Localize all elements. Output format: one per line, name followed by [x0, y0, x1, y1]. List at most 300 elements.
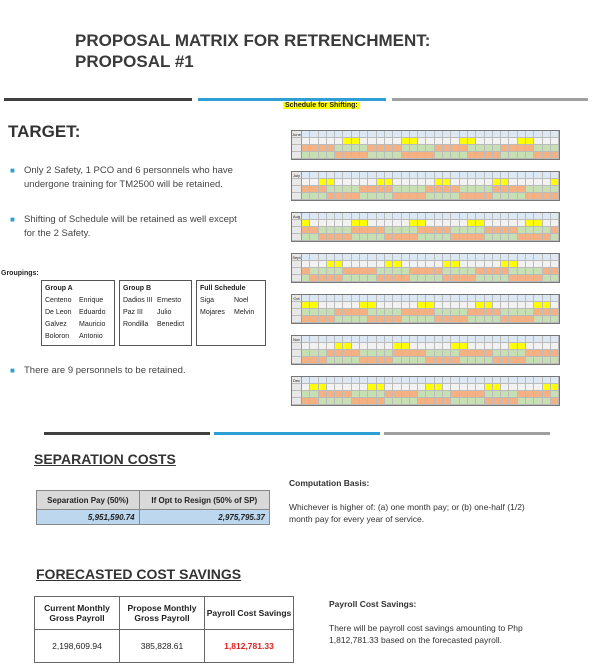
schedule-cell [310, 152, 318, 159]
schedule-cell [393, 343, 401, 350]
schedule-cell [385, 193, 393, 200]
schedule-cell [534, 254, 542, 261]
schedule-cell [410, 357, 418, 364]
schedule-cell [393, 145, 401, 152]
schedule-cell [310, 131, 318, 138]
schedule-cell [368, 398, 376, 405]
schedule-cell [418, 268, 426, 275]
schedule-cell [310, 316, 318, 323]
schedule-cell [327, 357, 335, 364]
schedule-cell [385, 261, 393, 268]
schedule-cell [343, 254, 351, 261]
schedule-cell [343, 193, 351, 200]
schedule-cell [319, 131, 327, 138]
schedule-cell [302, 179, 310, 186]
schedule-cell [468, 179, 476, 186]
schedule-cell [451, 391, 459, 398]
schedule-cell [393, 186, 401, 193]
schedule-cell [460, 186, 468, 193]
schedule-cell [418, 227, 426, 234]
schedule-cell [410, 152, 418, 159]
schedule-cell [368, 234, 376, 241]
schedule-cell [509, 336, 517, 343]
schedule-cell [310, 213, 318, 220]
schedule-cell [410, 172, 418, 179]
schedule-cell [343, 357, 351, 364]
schedule-cell [526, 377, 534, 384]
row-label [292, 384, 302, 391]
schedule-cell [435, 391, 443, 398]
schedule-cell [343, 384, 351, 391]
member-surname: Boloron [45, 333, 70, 340]
schedule-cell [451, 295, 459, 302]
schedule-cell [319, 391, 327, 398]
schedule-cell [368, 213, 376, 220]
schedule-cell [335, 234, 343, 241]
schedule-cell [393, 179, 401, 186]
schedule-cell [418, 172, 426, 179]
schedule-cell [435, 350, 443, 357]
schedule-cell [352, 357, 360, 364]
schedule-cell [518, 316, 526, 323]
schedule-cell [319, 309, 327, 316]
schedule-cell [443, 145, 451, 152]
schedule-cell [526, 268, 534, 275]
schedule-cell [534, 145, 542, 152]
schedule-cell [360, 254, 368, 261]
schedule-cell [360, 336, 368, 343]
schedule-cell [319, 316, 327, 323]
schedule-cell [518, 261, 526, 268]
schedule-cell [476, 145, 484, 152]
schedule-cell [493, 268, 501, 275]
schedule-cell [460, 391, 468, 398]
schedule-cell [393, 384, 401, 391]
schedule-cell [418, 179, 426, 186]
schedule-cell [352, 145, 360, 152]
schedule-cell [543, 193, 551, 200]
schedule-title: Schedule for Shifting: [285, 102, 358, 109]
schedule-cell [360, 138, 368, 145]
schedule-cell [476, 186, 484, 193]
schedule-cell [476, 172, 484, 179]
schedule-cell [343, 391, 351, 398]
schedule-cell [385, 254, 393, 261]
schedule-cell [310, 302, 318, 309]
schedule-cell [327, 227, 335, 234]
schedule-cell [402, 316, 410, 323]
month-label: Dec [292, 378, 301, 383]
schedule-cell [368, 145, 376, 152]
schedule-cell [509, 179, 517, 186]
schedule-cell [543, 131, 551, 138]
forecast-val-1: 2,198,609.94 [35, 630, 120, 663]
schedule-cell [393, 234, 401, 241]
schedule-cell [501, 179, 509, 186]
schedule-cell [543, 309, 551, 316]
schedule-cell [435, 186, 443, 193]
schedule-cell [410, 179, 418, 186]
schedule-cell [377, 391, 385, 398]
schedule-cell [418, 295, 426, 302]
schedule-cell [509, 384, 517, 391]
schedule-cell [493, 384, 501, 391]
member-firstname: Noel [234, 297, 249, 304]
schedule-cell [501, 193, 509, 200]
schedule-cell [319, 234, 327, 241]
schedule-cell [360, 398, 368, 405]
schedule-cell [360, 227, 368, 234]
schedule-cell [410, 213, 418, 220]
schedule-cell [402, 384, 410, 391]
schedule-cell [393, 295, 401, 302]
schedule-cell [393, 131, 401, 138]
schedule-cell [485, 391, 493, 398]
schedule-cell [534, 350, 542, 357]
schedule-cell [410, 261, 418, 268]
bullet-text: Only 2 Safety, 1 PCO and 6 personnels who have undergone training for TM2500 will be retained. [24, 165, 233, 190]
schedule-cell [443, 295, 451, 302]
schedule-cell [443, 193, 451, 200]
schedule-cell [377, 220, 385, 227]
schedule-cell [352, 131, 360, 138]
schedule-cell [335, 254, 343, 261]
schedule-cell [343, 398, 351, 405]
schedule-cell [418, 384, 426, 391]
schedule-cell [493, 377, 501, 384]
schedule-cell [352, 179, 360, 186]
schedule-cell [360, 316, 368, 323]
schedule-cell [368, 268, 376, 275]
member-firstname: Melvin [234, 309, 255, 316]
schedule-cell [443, 384, 451, 391]
schedule-cell [319, 220, 327, 227]
schedule-cell [468, 350, 476, 357]
schedule-cell [485, 145, 493, 152]
schedule-cell [377, 336, 385, 343]
schedule-cell [368, 302, 376, 309]
schedule-cell [518, 350, 526, 357]
schedule-cell [368, 343, 376, 350]
schedule-cell [518, 186, 526, 193]
schedule-cell [526, 384, 534, 391]
schedule-cell [501, 261, 509, 268]
schedule-cell [518, 377, 526, 384]
schedule-cell [368, 193, 376, 200]
schedule-cell [451, 268, 459, 275]
schedule-cell [377, 172, 385, 179]
schedule-cell [377, 377, 385, 384]
schedule-cell [493, 302, 501, 309]
schedule-cell [343, 261, 351, 268]
schedule-cell [302, 275, 310, 282]
schedule-cell [526, 172, 534, 179]
schedule-cell [319, 186, 327, 193]
schedule-cell [302, 227, 310, 234]
schedule-cell [451, 213, 459, 220]
schedule-cell [410, 254, 418, 261]
schedule-cell [393, 309, 401, 316]
bullet-icon: ■ [10, 166, 15, 175]
schedule-cell [335, 316, 343, 323]
schedule-cell [426, 309, 434, 316]
schedule-cell [377, 138, 385, 145]
schedule-cell [319, 145, 327, 152]
schedule-cell [319, 343, 327, 350]
schedule-cell [551, 357, 559, 364]
title-line-1: PROPOSAL MATRIX FOR RETRENCHMENT: [75, 31, 431, 50]
schedule-cell [426, 131, 434, 138]
schedule-cell [335, 391, 343, 398]
schedule-cell [343, 186, 351, 193]
schedule-cell [435, 145, 443, 152]
schedule-cell [443, 220, 451, 227]
schedule-cell [468, 234, 476, 241]
schedule-cell [551, 227, 559, 234]
schedule-cell [352, 220, 360, 227]
schedule-cell [460, 152, 468, 159]
schedule-cell [460, 172, 468, 179]
schedule-cell [493, 145, 501, 152]
schedule-cell [435, 179, 443, 186]
member-firstname: Julio [157, 309, 172, 316]
schedule-cell [460, 302, 468, 309]
schedule-cell [518, 275, 526, 282]
schedule-cell [335, 268, 343, 275]
schedule-cell [352, 138, 360, 145]
schedule-cell [327, 377, 335, 384]
schedule-cell [319, 398, 327, 405]
schedule-cell [310, 295, 318, 302]
schedule-cell [551, 275, 559, 282]
schedule-cell [402, 220, 410, 227]
computation-basis-text: Whichever is higher of: (a) one month pay; or (b) one-half (1/2) month pay for every year of service. [289, 502, 525, 524]
schedule-cell [493, 316, 501, 323]
schedule-cell [302, 295, 310, 302]
schedule-cell [418, 213, 426, 220]
schedule-cell [493, 275, 501, 282]
schedule-cell [302, 193, 310, 200]
schedule-cell [551, 138, 559, 145]
schedule-cell [443, 377, 451, 384]
schedule-cell [468, 152, 476, 159]
schedule-cell [543, 261, 551, 268]
schedule-cell [543, 302, 551, 309]
schedule-cell [426, 152, 434, 159]
schedule-cell [426, 377, 434, 384]
schedule-cell [435, 131, 443, 138]
schedule-cell [368, 261, 376, 268]
schedule-cell [435, 377, 443, 384]
schedule-cell [485, 220, 493, 227]
schedule-cell [460, 179, 468, 186]
schedule-cell [302, 398, 310, 405]
schedule-cell [343, 172, 351, 179]
schedule-cell [485, 343, 493, 350]
schedule-cell [335, 309, 343, 316]
schedule-cell [385, 186, 393, 193]
schedule-cell [418, 275, 426, 282]
schedule-cell [451, 145, 459, 152]
schedule-cell [443, 309, 451, 316]
schedule-cell [310, 398, 318, 405]
schedule-cell [551, 179, 559, 186]
schedule-cell [385, 275, 393, 282]
schedule-cell [302, 213, 310, 220]
schedule-cell [302, 254, 310, 261]
schedule-cell [426, 295, 434, 302]
separation-col-1: Separation Pay (50%) [37, 491, 140, 510]
schedule-cell [377, 384, 385, 391]
schedule-cell [335, 220, 343, 227]
schedule-cell [443, 179, 451, 186]
schedule-cell [468, 268, 476, 275]
schedule-cell [543, 172, 551, 179]
schedule-cell [526, 234, 534, 241]
schedule-cell [534, 220, 542, 227]
schedule-cell [402, 295, 410, 302]
row-label [292, 193, 302, 200]
schedule-cell [509, 343, 517, 350]
schedule-cell [368, 179, 376, 186]
schedule-cell [435, 398, 443, 405]
row-label [292, 220, 302, 227]
schedule-cell [385, 138, 393, 145]
schedule-cell [302, 377, 310, 384]
schedule-cell [426, 302, 434, 309]
schedule-cell [501, 268, 509, 275]
schedule-cell [501, 152, 509, 159]
schedule-cell [551, 193, 559, 200]
schedule-cell [468, 145, 476, 152]
schedule-month [291, 335, 560, 365]
schedule-cell [485, 384, 493, 391]
schedule-cell [534, 398, 542, 405]
schedule-cell [451, 234, 459, 241]
schedule-cell [435, 384, 443, 391]
schedule-cell [377, 179, 385, 186]
schedule-cell [509, 138, 517, 145]
schedule-cell [493, 343, 501, 350]
bullet-text: Shifting of Schedule will be retained as well except for the 2 Safety. [24, 214, 237, 239]
schedule-cell [485, 213, 493, 220]
schedule-cell [543, 398, 551, 405]
schedule-cell [360, 391, 368, 398]
schedule-cell [443, 261, 451, 268]
schedule-cell [551, 220, 559, 227]
schedule-cell [385, 172, 393, 179]
schedule-cell [543, 234, 551, 241]
schedule-cell [402, 377, 410, 384]
full-schedule-box [196, 280, 266, 346]
schedule-cell [451, 227, 459, 234]
row-label [292, 309, 302, 316]
schedule-cell [360, 145, 368, 152]
schedule-cell [476, 336, 484, 343]
schedule-cell [327, 336, 335, 343]
schedule-cell [460, 350, 468, 357]
schedule-cell [501, 186, 509, 193]
schedule-cell [493, 357, 501, 364]
schedule-cell [435, 316, 443, 323]
schedule-cell [393, 357, 401, 364]
schedule-cell [418, 343, 426, 350]
schedule-cell [526, 302, 534, 309]
schedule-cell [352, 377, 360, 384]
computation-basis-heading: Computation Basis: [289, 478, 370, 488]
schedule-cell [451, 254, 459, 261]
schedule-cell [460, 227, 468, 234]
schedule-cell [385, 179, 393, 186]
schedule-cell [393, 275, 401, 282]
schedule-cell [476, 295, 484, 302]
schedule-cell [352, 254, 360, 261]
schedule-cell [501, 343, 509, 350]
schedule-cell [460, 261, 468, 268]
schedule-cell [410, 186, 418, 193]
schedule-cell [343, 309, 351, 316]
schedule-cell [410, 384, 418, 391]
schedule-cell [327, 193, 335, 200]
schedule-cell [360, 186, 368, 193]
schedule-cell [460, 377, 468, 384]
schedule-cell [468, 377, 476, 384]
schedule-cell [493, 172, 501, 179]
schedule-cell [343, 152, 351, 159]
schedule-cell [451, 316, 459, 323]
schedule-cell [310, 309, 318, 316]
schedule-cell [518, 152, 526, 159]
schedule-cell [302, 357, 310, 364]
schedule-cell [460, 309, 468, 316]
schedule-cell [460, 145, 468, 152]
schedule-cell [485, 152, 493, 159]
schedule-cell [352, 152, 360, 159]
schedule-cell [410, 268, 418, 275]
row-label [292, 398, 302, 405]
schedule-cell [426, 275, 434, 282]
schedule-cell [426, 186, 434, 193]
schedule-cell [501, 131, 509, 138]
schedule-cell [518, 268, 526, 275]
schedule-cell [435, 152, 443, 159]
schedule-cell [534, 152, 542, 159]
schedule-cell [451, 261, 459, 268]
schedule-cell [319, 384, 327, 391]
schedule-cell [319, 295, 327, 302]
schedule-cell [451, 398, 459, 405]
schedule-cell [360, 309, 368, 316]
member-surname: Galvez [45, 321, 67, 328]
schedule-cell [402, 172, 410, 179]
schedule-cell [385, 384, 393, 391]
schedule-cell [518, 254, 526, 261]
schedule-cell [310, 138, 318, 145]
schedule-cell [518, 343, 526, 350]
schedule-cell [368, 220, 376, 227]
schedule-cell [460, 213, 468, 220]
schedule-cell [393, 227, 401, 234]
schedule-cell [377, 357, 385, 364]
schedule-cell [501, 391, 509, 398]
schedule-cell [368, 350, 376, 357]
schedule-cell [543, 350, 551, 357]
schedule-cell [451, 350, 459, 357]
schedule-cell [485, 268, 493, 275]
schedule-cell [343, 220, 351, 227]
schedule-cell [343, 343, 351, 350]
title-line-2: PROPOSAL #1 [75, 52, 194, 71]
